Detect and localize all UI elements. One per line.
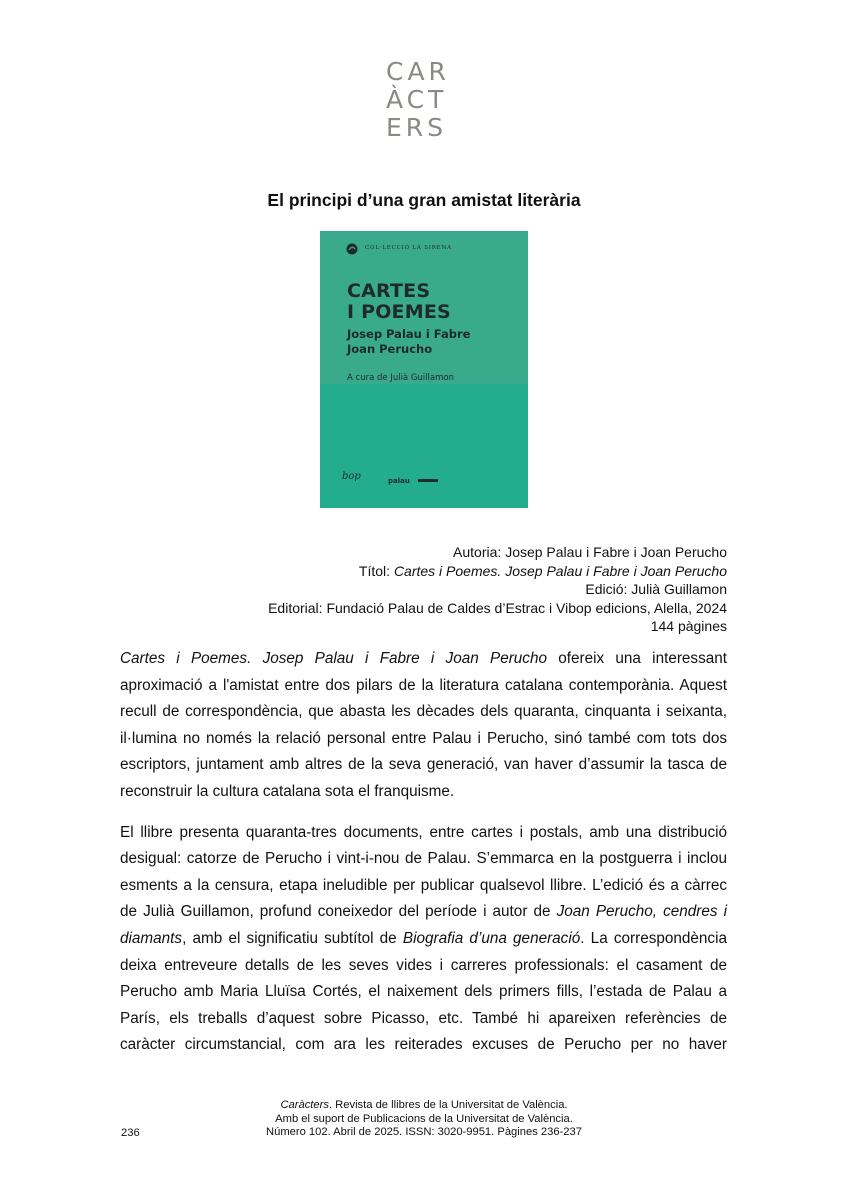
publisher-palau-bar	[418, 479, 438, 482]
book-metadata	[268, 543, 727, 636]
footer-line-3: Número 102. Abril de 2025. ISSN: 3020-9951. Pàgines 236-237	[266, 1126, 582, 1139]
footer-line-2: Amb el suport de Publicacions de la Universitat de València.	[275, 1112, 573, 1125]
cover-collection: COL·LECCIÓ LA SIRENA	[365, 245, 452, 251]
cover-authors	[347, 327, 525, 357]
meta-autoria: Autoria: Josep Palau i Fabre i Joan Perucho	[453, 544, 727, 560]
footer-line-1: Caràcters. Revista de llibres de la Universitat de València.	[280, 1099, 568, 1111]
logo-line-2: ÀCT	[386, 85, 448, 114]
page-number: 236	[121, 1127, 140, 1139]
meta-edicio: Edició: Julià Guillamon	[585, 581, 727, 598]
paragraph-1: Cartes i Poemes. Josep Palau i Fabre i Joan Perucho ofereix una interessant aproximació a l'amistat entre dos pilars de la literatura catalana contemporània. Aquest recull de correspondència, que abasta les dècades dels quaranta, cinquanta i seixanta, il·lumina no només la relació personal entre Palau i Perucho, sinó també com tots dos escriptors, juntament amb altres de la seva generació, van haver d’assumir la tasca de reconstruir la cultura catalana sota el franquisme.	[120, 650, 727, 800]
publisher-logo-bop: bop	[342, 471, 361, 482]
cover-title-line-2: I POEMES	[347, 301, 451, 323]
logo-line-3: ERS	[386, 113, 448, 142]
cover-editor: A cura de Julià Guillamon	[347, 373, 454, 383]
cover-title	[347, 281, 522, 323]
cover-title-line-1: CARTES	[347, 280, 431, 302]
paragraph-2: El llibre presenta quaranta-tres documents, entre cartes i postals, amb una distribució desigual: catorze de Perucho i vint-i-nou de Palau. S’emmarca en la postguerra i inclou esments a la censura, etapa ineludible per publicar qualsevol llibre. L’edició és a càrrec de Julià Guillamon, profund coneixedor del període i autor de Joan Perucho, cendres i diamants, amb el significatiu subtítol de Biografia d’una generació. La correspondència deixa entreveure detalls de les seves vides i carreres professionals: el casament de Perucho amb Maria Lluïsa Cortés, el naixement dels primers fills, l’estada de Palau a París, els treballs d’aquest sobre Picasso, etc. També hi apareixen referències de caràcter circumstancial, com ara les reiterades excuses de Perucho per no haver	[120, 823, 727, 1054]
logo-line-1: CAR	[386, 57, 450, 86]
p1-book-title: Cartes i Poemes. Josep Palau i Fabre i Joan Perucho	[120, 650, 547, 667]
p2-subtitle: Biografia d’una generació	[402, 929, 581, 947]
publisher-logo-palau: palau	[388, 477, 410, 485]
cover-author-1: Josep Palau i Fabre	[347, 327, 471, 341]
journal-logo	[386, 58, 464, 142]
meta-editorial: Editorial: Fundació Palau de Caldes d’Estrac i Vibop edicions, Alella, 2024	[268, 599, 727, 616]
article-body	[120, 646, 727, 1073]
meta-titol: Títol: Cartes i Poemes. Josep Palau i Fabre i Joan Perucho	[358, 562, 727, 579]
cover-bottom-band	[320, 384, 528, 508]
siren-icon	[346, 243, 358, 255]
article-title: El principi d’una gran amistat literària	[267, 190, 581, 210]
p2-book-title: Joan Perucho, cendres i diamants	[120, 903, 727, 947]
cover-author-2: Joan Perucho	[347, 342, 433, 356]
meta-pagines: 144 pàgines	[650, 618, 727, 635]
book-cover	[320, 231, 528, 508]
